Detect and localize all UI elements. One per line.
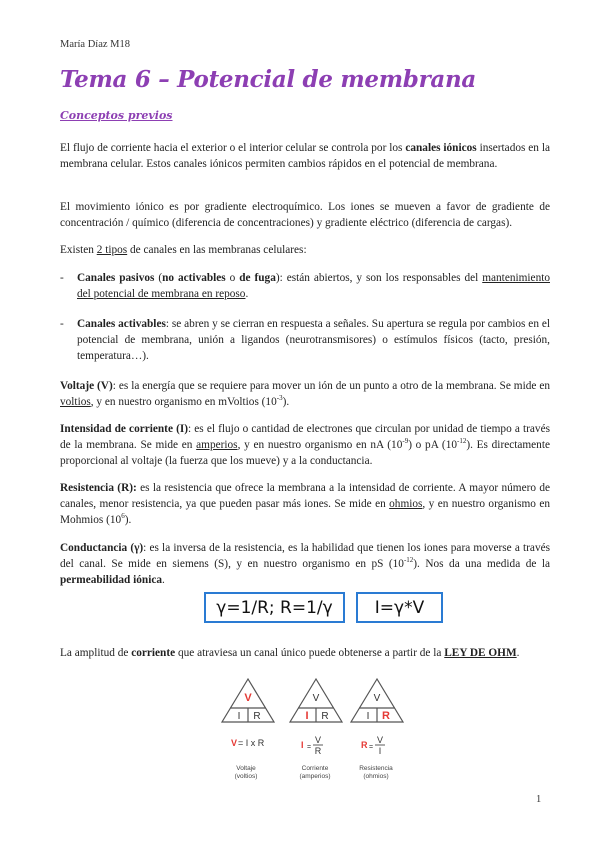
tri2-letter-r: R: [321, 711, 329, 722]
caption-corriente: Corriente: [301, 765, 329, 772]
svg-text:= I x R: = I x R: [238, 738, 265, 748]
caption-voltaje: Voltaje: [236, 765, 256, 772]
svg-text:I: I: [301, 740, 304, 750]
tri2-letter-i: I: [305, 710, 309, 722]
paragraph-resistencia: Resistencia (R): es la resistencia que ofrece la membrana a la intensidad de corriente. A mayor número de canales, menor resistencia, ya que pueden pasar más iones. Se mide en ohmios, y en nuestro organismo en Mohmios $(10^6)$.: [60, 482, 551, 526]
formula-box-intensidad: I=γ*V: [356, 592, 443, 623]
tri3-letter-v: V: [373, 693, 381, 704]
bullet-dash: -: [60, 272, 64, 284]
list-item-canales-activables: - Canales activables: se abren y se cierran en respuesta a señales. Su apertura se regula por cambios en el potencial de membrana, unión a ligandos (neurotransmisores) o estímulos físicos (tacto, presión, temperatura…).: [60, 318, 550, 362]
svg-text:R: R: [361, 740, 368, 750]
svg-text:R: R: [314, 746, 322, 756]
list-item-canales-pasivos: - Canales pasivos (no activables o de fuga): están abiertos, y son los responsables del mantenimiento del potencial de membrana en reposo.: [60, 272, 550, 300]
ohm-triangle-voltaje: [222, 679, 274, 722]
ohm-equation-corriente: [301, 735, 323, 756]
ohm-triangle-corriente: [290, 679, 342, 722]
bullet-dash: -: [60, 318, 64, 330]
caption-corriente-unit: (amperios): [299, 773, 331, 780]
section-subtitle: Conceptos previos: [60, 109, 173, 122]
caption-resistencia: Resistencia: [359, 765, 393, 772]
svg-text:V: V: [376, 735, 384, 745]
ohm-law-diagram: [218, 676, 418, 796]
svg-text:=: =: [307, 744, 312, 751]
ohm-equation-voltaje: [231, 738, 265, 748]
paragraph-intensidad: Intensidad de corriente (I): es el flujo o cantidad de electrones que circulan por unidad de tiempo a través de la membrana. Se mide en amperios, y en nuestro organismo en nA $(10^{-9})$ o pA $(10^{-12})$. Es directamente proporcional al voltaje (la fuerza que los mueve) y a la conductancia.: [60, 423, 550, 467]
tri1-letter-i: I: [237, 711, 241, 722]
paragraph-ley-de-ohm: La amplitud de corriente que atraviesa un canal único puede obtenerse a partir de la LEY DE OHM.: [60, 647, 520, 659]
paragraph-movimiento-ionico: El movimiento iónico es por gradiente electroquímico. Los iones se mueven a favor de gradiente de concentración / químico (diferencia de concentraciones) y gradiente eléctrico (diferencia de cargas).: [60, 201, 550, 229]
ohm-equation-resistencia: [361, 735, 385, 756]
paragraph-conductancia: Conductancia (γ): es la inversa de la resistencia, es la habilidad que tienen los iones para moverse a través del canal. Se mide en siemens (S), y en nuestro organismo en pS $(10^{-12})$. Nos da una medida de la permeabilidad iónica.: [60, 542, 551, 586]
caption-voltaje-unit: (voltios): [234, 773, 258, 780]
tri3-letter-r: R: [382, 710, 390, 722]
svg-text:I: I: [378, 746, 382, 756]
page-title: Tema 6 – Potencial de membrana: [60, 66, 477, 93]
ohm-triangle-resistencia: [351, 679, 403, 722]
paragraph-tipos-canales: Existen 2 tipos de canales en las membranas celulares:: [60, 244, 307, 256]
caption-resistencia-unit: (ohmios): [363, 773, 389, 780]
svg-text:V: V: [314, 735, 322, 745]
paragraph-voltaje: Voltaje (V): es la energía que se requiere para mover un ión de un punto a otro de la membrana. Se mide en voltios, y en nuestro organismo en mVoltios $(10^{-3})$.: [60, 380, 550, 408]
page-number: 1: [536, 794, 542, 805]
author-header: María Díaz M18: [60, 39, 130, 50]
tri3-letter-i: I: [366, 711, 370, 722]
svg-text:=: =: [369, 744, 374, 751]
formula-box-conductancia: γ=1/R; R=1/γ: [204, 592, 345, 623]
svg-text:V: V: [231, 738, 238, 748]
paragraph-canales-ionicos: El flujo de corriente hacia el exterior o el interior celular se controla por los canales iónicos insertados en la membrana celular. Estos canales iónicos permiten cambios rápidos en el potencial de membrana.: [60, 142, 551, 170]
tri1-letter-r: R: [253, 711, 261, 722]
tri2-letter-v: V: [312, 693, 320, 704]
tri1-letter-v: V: [244, 692, 252, 704]
